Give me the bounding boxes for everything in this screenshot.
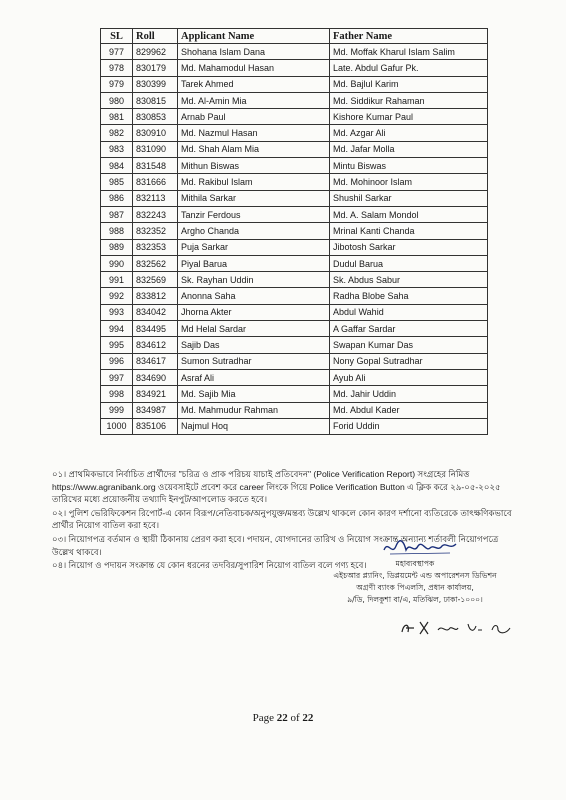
signatory-address: ৯/ডি, দিলকুশা বা/এ, মতিঝিল, ঢাকা-১০০০। xyxy=(347,595,483,604)
cell-father-name: Md. Moffak Kharul Islam Salim xyxy=(330,44,488,60)
cell-applicant-name: Md. Rakibul Islam xyxy=(178,174,330,190)
cell-father-name: Md. Siddikur Rahaman xyxy=(330,92,488,108)
cell-roll: 830910 xyxy=(133,125,178,141)
table-row xyxy=(101,158,488,174)
table-row xyxy=(101,288,488,304)
header-roll: Roll xyxy=(133,29,178,44)
table-row xyxy=(101,141,488,157)
header-sl: SL xyxy=(101,29,133,44)
footer-page-prefix: Page xyxy=(252,712,277,724)
cell-father-name: Ayub Ali xyxy=(330,369,488,385)
cell-sl: 997 xyxy=(101,369,133,385)
header-applicant-name: Applicant Name xyxy=(178,29,330,44)
note-1: ০১। প্রাথমিকভাবে নির্বাচিত প্রার্থীদের "চরিত্র ও প্রাক পরিচয় যাচাই প্রতিবেদন" (Police Verification Report) সংগ্রহের নিমিত্ত https://www.agranibank.org ওয়েবসাইটে প্রবেশ করে career লিংকে গিয়ে Police Verification Button এ ক্লিক করে ২৯-০৫-২০২৫ তারিখের মধ্যে প্রয়োজনীয় তথ্যাদি ইনপুট/আপলোড করতে হবে। xyxy=(52,469,501,505)
cell-sl: 985 xyxy=(101,174,133,190)
table-row xyxy=(101,223,488,239)
cell-father-name: Md. Azgar Ali xyxy=(330,125,488,141)
table-row xyxy=(101,337,488,353)
table-header-row xyxy=(101,29,488,44)
cell-applicant-name: Tarek Ahmed xyxy=(178,76,330,92)
cell-applicant-name: Sk. Rayhan Uddin xyxy=(178,272,330,288)
cell-sl: 998 xyxy=(101,386,133,402)
cell-sl: 977 xyxy=(101,44,133,60)
cell-sl: 994 xyxy=(101,321,133,337)
table-body xyxy=(101,44,488,435)
cell-applicant-name: Mithun Biswas xyxy=(178,158,330,174)
cell-applicant-name: Md. Sajib Mia xyxy=(178,386,330,402)
cell-father-name: Md. Bajlul Karim xyxy=(330,76,488,92)
cell-roll: 830815 xyxy=(133,92,178,108)
signatory-block xyxy=(300,534,530,606)
cell-roll: 832353 xyxy=(133,239,178,255)
applicant-table xyxy=(100,28,488,435)
signatory-bank: অগ্রণী ব্যাংক পিএলসি, প্রধান কার্যালয়, xyxy=(356,583,474,592)
cell-father-name: Mintu Biswas xyxy=(330,158,488,174)
note-2: ০২। পুলিশ ভেরিফিকেশন রিপোর্ট-এ কোন বিরূপ/নেতিবাচক/অনুপযুক্ত/মন্তব্য উল্লেখ থাকলে কোন কারণ দর্শানো ব্যতিরেকে তাৎক্ষণিকভাবে প্রার্থীর নিয়োগ বাতিল করা হবে। xyxy=(52,507,512,531)
cell-roll: 834495 xyxy=(133,321,178,337)
note-3: ০৩। নিয়োগপত্র বর্তমান ও স্থায়ী ঠিকানায় প্রেরণ করা হবে। পদায়ন, যোগদানের তারিখ ও নিয়োগ সংক্রান্ত অন্যান্য শর্তাবলী নিয়োগপত্রে উল্লেখ থাকবে। xyxy=(52,533,499,557)
signatory-division: এইচআর প্ল্যানিং, ডিপ্লয়মেন্ট এন্ড অপারেশনস ডিভিশন xyxy=(333,571,497,580)
cell-father-name: Md. A. Salam Mondol xyxy=(330,206,488,222)
cell-father-name: Jibotosh Sarkar xyxy=(330,239,488,255)
signatory-title: মহাব্যবস্থাপক xyxy=(395,559,435,568)
table-row xyxy=(101,402,488,418)
cell-roll: 834617 xyxy=(133,353,178,369)
cell-applicant-name: Md Helal Sardar xyxy=(178,321,330,337)
cell-father-name: Late. Abdul Gafur Pk. xyxy=(330,60,488,76)
cell-sl: 988 xyxy=(101,223,133,239)
cell-father-name: Md. Abdul Kader xyxy=(330,402,488,418)
cell-applicant-name: Sajib Das xyxy=(178,337,330,353)
cell-roll: 834987 xyxy=(133,402,178,418)
cell-sl: 991 xyxy=(101,272,133,288)
table-row xyxy=(101,125,488,141)
table-row xyxy=(101,109,488,125)
table-row xyxy=(101,272,488,288)
table-row xyxy=(101,92,488,108)
cell-father-name: A Gaffar Sardar xyxy=(330,321,488,337)
cell-roll: 830399 xyxy=(133,76,178,92)
cell-father-name: Abdul Wahid xyxy=(330,304,488,320)
cell-roll: 831666 xyxy=(133,174,178,190)
note-4: ০৪। নিয়োগ ও পদায়ন সংক্রান্ত যে কোন ধরনের তদবির/সুপারিশ নিয়োগ বাতিল বলে গণ্য হবে। xyxy=(52,560,367,571)
cell-roll: 831548 xyxy=(133,158,178,174)
cell-applicant-name: Md. Nazmul Hasan xyxy=(178,125,330,141)
table-row xyxy=(101,174,488,190)
cell-sl: 990 xyxy=(101,255,133,271)
cell-applicant-name: Asraf Ali xyxy=(178,369,330,385)
cell-roll: 832352 xyxy=(133,223,178,239)
cell-father-name: Swapan Kumar Das xyxy=(330,337,488,353)
cell-father-name: Md. Jahir Uddin xyxy=(330,386,488,402)
cell-sl: 993 xyxy=(101,304,133,320)
cell-applicant-name: Tanzir Ferdous xyxy=(178,206,330,222)
cell-sl: 996 xyxy=(101,353,133,369)
cell-roll: 834612 xyxy=(133,337,178,353)
cell-applicant-name: Najmul Hoq xyxy=(178,418,330,434)
cell-sl: 992 xyxy=(101,288,133,304)
cell-roll: 829962 xyxy=(133,44,178,60)
cell-applicant-name: Shohana Islam Dana xyxy=(178,44,330,60)
table-row xyxy=(101,321,488,337)
table-row xyxy=(101,76,488,92)
cell-father-name: Kishore Kumar Paul xyxy=(330,109,488,125)
cell-father-name: Dudul Barua xyxy=(330,255,488,271)
cell-roll: 833812 xyxy=(133,288,178,304)
cell-sl: 995 xyxy=(101,337,133,353)
cell-applicant-name: Mithila Sarkar xyxy=(178,190,330,206)
cell-roll: 834042 xyxy=(133,304,178,320)
handwritten-initials xyxy=(398,618,518,638)
cell-applicant-name: Md. Mahamodul Hasan xyxy=(178,60,330,76)
cell-roll: 830179 xyxy=(133,60,178,76)
cell-applicant-name: Md. Shah Alam Mia xyxy=(178,141,330,157)
cell-sl: 989 xyxy=(101,239,133,255)
cell-roll: 834690 xyxy=(133,369,178,385)
cell-applicant-name: Argho Chanda xyxy=(178,223,330,239)
cell-sl: 980 xyxy=(101,92,133,108)
cell-sl: 978 xyxy=(101,60,133,76)
table-row xyxy=(101,60,488,76)
cell-applicant-name: Md. Al-Amin Mia xyxy=(178,92,330,108)
cell-sl: 984 xyxy=(101,158,133,174)
cell-sl: 986 xyxy=(101,190,133,206)
cell-roll: 832243 xyxy=(133,206,178,222)
cell-roll: 832113 xyxy=(133,190,178,206)
table-row xyxy=(101,386,488,402)
cell-applicant-name: Anonna Saha xyxy=(178,288,330,304)
cell-applicant-name: Md. Mahmudur Rahman xyxy=(178,402,330,418)
table-row xyxy=(101,206,488,222)
cell-father-name: Nony Gopal Sutradhar xyxy=(330,353,488,369)
table-row xyxy=(101,44,488,60)
cell-applicant-name: Piyal Barua xyxy=(178,255,330,271)
cell-applicant-name: Arnab Paul xyxy=(178,109,330,125)
cell-sl: 981 xyxy=(101,109,133,125)
cell-father-name: Sk. Abdus Sabur xyxy=(330,272,488,288)
cell-sl: 1000 xyxy=(101,418,133,434)
cell-applicant-name: Sumon Sutradhar xyxy=(178,353,330,369)
cell-father-name: Mrinal Kanti Chanda xyxy=(330,223,488,239)
cell-sl: 999 xyxy=(101,402,133,418)
table-row xyxy=(101,190,488,206)
table-row xyxy=(101,304,488,320)
cell-father-name: Md. Mohinoor Islam xyxy=(330,174,488,190)
cell-roll: 831090 xyxy=(133,141,178,157)
table-row xyxy=(101,255,488,271)
cell-applicant-name: Puja Sarkar xyxy=(178,239,330,255)
footer-page-of: of xyxy=(287,712,303,724)
cell-roll: 832562 xyxy=(133,255,178,271)
header-father-name: Father Name xyxy=(330,29,488,44)
page-footer xyxy=(0,712,566,724)
cell-roll: 832569 xyxy=(133,272,178,288)
cell-roll: 830853 xyxy=(133,109,178,125)
cell-sl: 987 xyxy=(101,206,133,222)
cell-sl: 982 xyxy=(101,125,133,141)
cell-father-name: Md. Jafar Molla xyxy=(330,141,488,157)
table-row xyxy=(101,353,488,369)
cell-father-name: Radha Blobe Saha xyxy=(330,288,488,304)
cell-sl: 983 xyxy=(101,141,133,157)
footer-total-pages: 22 xyxy=(302,712,314,724)
cell-sl: 979 xyxy=(101,76,133,92)
table-row xyxy=(101,239,488,255)
footer-current-page: 22 xyxy=(276,712,288,724)
table-row xyxy=(101,369,488,385)
table-row xyxy=(101,418,488,434)
cell-applicant-name: Jhorna Akter xyxy=(178,304,330,320)
cell-father-name: Forid Uddin xyxy=(330,418,488,434)
cell-father-name: Shushil Sarkar xyxy=(330,190,488,206)
cell-roll: 834921 xyxy=(133,386,178,402)
cell-roll: 835106 xyxy=(133,418,178,434)
